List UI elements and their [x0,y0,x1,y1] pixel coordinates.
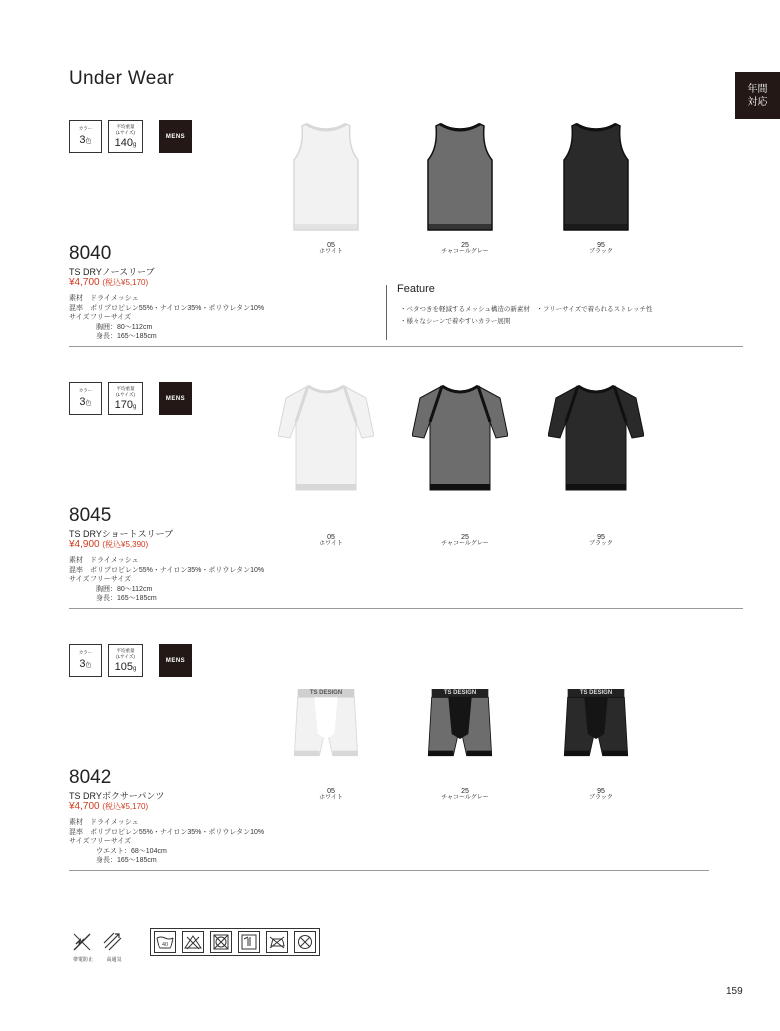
color-label [566,242,636,256]
no-tumble-dry-icon [210,931,232,953]
material-value: ドライメッシュ [90,819,139,826]
blend-value: ポリプロピレン55%・ナイロン35%・ポリウレタン10% [90,566,265,574]
page-title: Under Wear [69,68,175,89]
product-image-05 [278,118,374,238]
weight-size-label: (Lサイズ) [116,654,135,660]
color-number: 95 [597,534,605,541]
size-value: フリーサイズ [90,314,132,321]
spec-lines [69,294,264,342]
care-icons [150,928,320,956]
product-image-95 [548,378,644,498]
product-code: 8045 [69,505,112,526]
product-name: TS DRYボクサーパンツ [69,791,165,801]
color-label [430,534,500,548]
category-tab [735,72,780,119]
weight-label: 平均重量 [116,648,135,654]
size-key: サイズ [69,838,90,845]
color-count-value: 3 [79,396,86,408]
color-label [296,242,366,256]
feature-line-2: ・様々なシーンで着やすいカラー展開 [400,318,511,325]
no-iron-icon [266,931,288,953]
weight-box [108,382,143,415]
price-value: ¥4,700 [69,801,100,812]
product-name: TS DRYショートスリーブ [69,529,174,539]
product-image-25 [412,378,508,498]
garment-image [412,378,508,498]
weight-unit: g [133,404,137,410]
no-dry-clean-icon [294,931,316,953]
color-number: 95 [597,788,605,795]
color-number: 25 [461,788,469,795]
feature-text [400,304,653,328]
product-image-25 [412,118,508,238]
color-count-box [69,382,102,415]
product-name: TS DRYノースリーブ [69,267,155,277]
color-name: チャコールグレー [441,249,489,255]
garment-image [278,684,374,784]
color-label [296,534,366,548]
material-key: 素材 [69,557,83,564]
price-value: ¥4,700 [69,277,100,288]
section-divider [69,608,743,609]
waistband-logo: TS DESIGN [579,690,613,696]
mens-badge: MENS [159,382,192,415]
color-name: ホワイト [319,541,343,547]
garment-image [412,684,508,784]
blend-key: 混率 [69,304,83,312]
color-number: 95 [597,242,605,249]
mens-badge: MENS [159,120,192,153]
wash-40-icon [154,931,176,953]
size-measure-1: 胸囲：80～112cm [96,323,153,331]
weight-box [108,644,143,677]
color-count-unit: 色 [85,401,92,407]
color-name: ホワイト [319,795,343,801]
feature-title: Feature [397,283,435,295]
color-count-box [69,120,102,153]
blend-key: 混率 [69,566,83,574]
color-count-value: 3 [79,658,86,670]
price-tax: (税込¥5,170) [102,802,149,811]
garment-image [412,118,508,238]
garment-image [548,378,644,498]
material-key: 素材 [69,295,83,302]
color-number: 25 [461,534,469,541]
color-count-box [69,644,102,677]
color-label [430,788,500,802]
color-number: 05 [327,788,335,795]
size-key: サイズ [69,314,90,321]
category-tab-line1: 年間 [747,83,768,95]
product-image-95 [548,684,644,784]
weight-label: 平均重量 [116,386,135,392]
color-count-label: カラー [78,650,93,656]
size-measure-2: 身長：165～185cm [96,595,157,602]
function-label: 帯電防止 [72,957,93,963]
blend-key: 混率 [69,828,83,836]
product-code: 8042 [69,767,112,788]
function-icon-antistatic [70,930,96,963]
color-number: 05 [327,534,335,541]
weight-value: 170 [114,399,133,411]
size-value: フリーサイズ [90,838,132,845]
product-image-05 [278,378,374,498]
wash-temp: 40 [161,942,169,948]
weight-size-label: (Lサイズ) [116,392,135,398]
section-divider [69,346,743,347]
color-count-value: 3 [79,134,86,146]
color-label [566,788,636,802]
weight-box [108,120,143,153]
mens-badge: MENS [159,644,192,677]
function-icon-breathable [101,930,127,963]
product-code: 8040 [69,243,112,264]
price-tax: (税込¥5,170) [102,278,149,287]
material-value: ドライメッシュ [90,557,139,564]
color-label [430,242,500,256]
color-count-unit: 色 [85,139,92,145]
color-count-label: カラー [78,388,93,394]
blend-value: ポリプロピレン55%・ナイロン35%・ポリウレタン10% [90,304,265,312]
function-label: 高通気 [106,957,122,963]
size-measure-1: 胸囲：80～112cm [96,585,153,593]
product-price [69,277,148,288]
color-label [296,788,366,802]
blend-value: ポリプロピレン55%・ナイロン35%・ポリウレタン10% [90,828,265,836]
color-number: 25 [461,242,469,249]
color-count-label: カラー [78,126,93,132]
color-name: ブラック [589,541,613,547]
color-number: 05 [327,242,335,249]
product-image-25 [412,684,508,784]
material-value: ドライメッシュ [90,295,139,302]
weight-unit: g [133,142,137,148]
weight-label: 平均重量 [116,124,135,130]
size-value: フリーサイズ [90,576,132,583]
antistatic-icon [70,930,94,954]
size-key: サイズ [69,576,90,583]
breathable-icon [101,930,125,954]
material-key: 素材 [69,819,83,826]
weight-unit: g [133,666,137,672]
size-measure-2: 身長：165～185cm [96,333,157,340]
category-tab-line2: 対応 [747,96,768,108]
product-price [69,801,148,812]
section-divider [69,870,709,871]
feature-divider [386,285,387,340]
color-name: チャコールグレー [441,795,489,801]
color-name: ホワイト [319,249,343,255]
color-name: ブラック [589,795,613,801]
price-value: ¥4,900 [69,539,100,550]
page-number: 159 [726,986,743,997]
color-name: ブラック [589,249,613,255]
line-dry-icon [238,931,260,953]
color-name: チャコールグレー [441,541,489,547]
garment-image [278,118,374,238]
waistband-logo: TS DESIGN [309,690,343,696]
size-measure-2: 身長：165～185cm [96,857,157,864]
spec-lines [69,556,264,604]
garment-image [548,684,644,784]
color-label [566,534,636,548]
weight-value: 140 [114,137,133,149]
color-count-unit: 色 [85,663,92,669]
garment-image [278,378,374,498]
product-image-05 [278,684,374,784]
size-measure-1: ウエスト：68～104cm [96,847,167,855]
no-bleach-icon [182,931,204,953]
price-tax: (税込¥5,390) [102,540,149,549]
feature-line-1: ・ベタつきを軽減するメッシュ構造の新素材 ・フリーサイズで着られるストレッチ性 [400,306,653,313]
garment-image [548,118,644,238]
product-image-95 [548,118,644,238]
product-price [69,539,148,550]
waistband-logo: TS DESIGN [443,690,477,696]
spec-lines [69,818,264,866]
weight-value: 105 [114,661,133,673]
weight-size-label: (Lサイズ) [116,130,135,136]
